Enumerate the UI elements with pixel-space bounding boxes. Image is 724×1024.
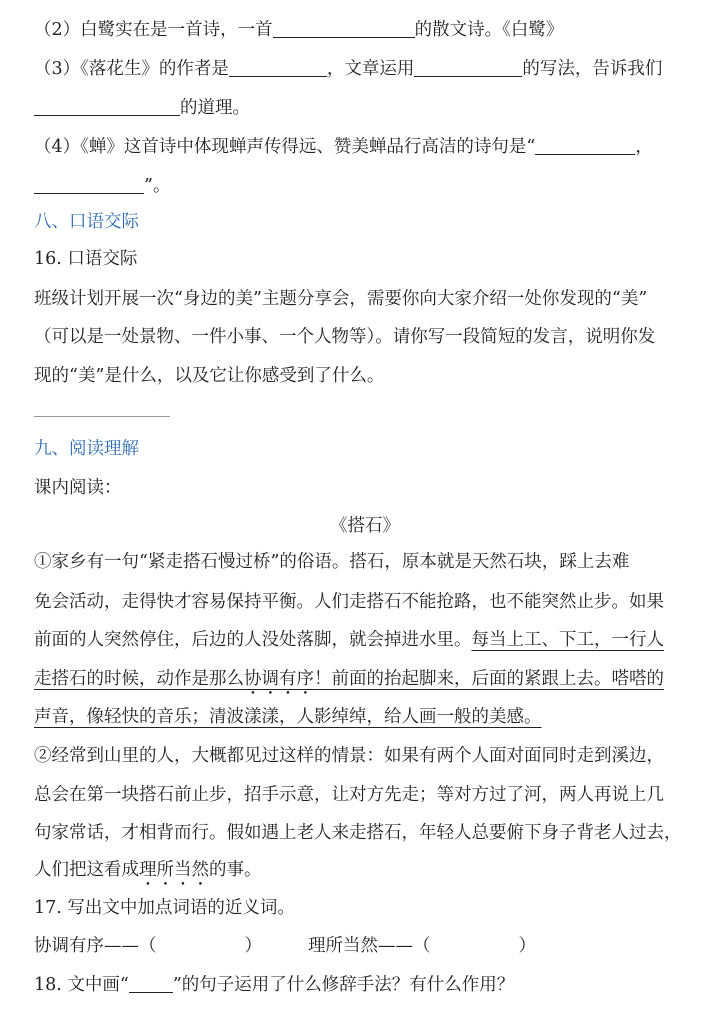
- q18-prefix: 18. 文中画“: [34, 975, 129, 995]
- passage-text: 人们把这看成: [34, 860, 139, 880]
- underlined-sentence: 走搭石的时候，动作是那么: [34, 669, 244, 689]
- underline-sample: [129, 974, 173, 993]
- passage-line: ①家乡有一句“紧走搭石慢过桥”的俗语。搭石，原本就是天然石块，踩上去难: [34, 552, 630, 572]
- answer-blank[interactable]: [34, 175, 144, 194]
- q17-title: 17. 写出文中加点词语的近义词。: [34, 898, 295, 918]
- passage-line: [34, 628, 696, 652]
- q15-item3-prefix: （3）《落花生》的作者是: [34, 59, 229, 79]
- passage-line: ②经常到山里的人，大概都见过这样的情景：如果有两个人面对面同时走到溪边，: [34, 746, 664, 766]
- section9-title: 九、阅读理解: [34, 439, 139, 459]
- q15-item3: [34, 57, 696, 81]
- q15-item4-line2-suffix: ”。: [144, 176, 171, 196]
- passage-text: 前面的人突然停住，后边的人没处落脚，就会掉进水里。: [34, 630, 472, 650]
- underlined-sentence: 声音，像轻快的音乐；清波漾漾，人影绰绰，给人画一般的美感。: [34, 707, 542, 727]
- answer-line[interactable]: [34, 416, 170, 417]
- q15-item3-line2: [34, 96, 696, 120]
- passage-line: [34, 667, 696, 699]
- reading-intro: 课内阅读：: [34, 478, 122, 498]
- q18: [34, 973, 696, 997]
- q17-left-label: 协调有序——（: [34, 936, 157, 956]
- passage-line: 句家常话，才相背而行。假如遇上老人来走搭石，年轻人总要俯下身子背老人过去，: [34, 823, 682, 843]
- q16-text-line: （可以是一处景物、一件小事、一个人物等）。请你写一段简短的发言，说明你发: [34, 327, 656, 347]
- q15-item2-suffix: 的散文诗。《白鹭》: [414, 20, 564, 40]
- answer-blank[interactable]: [273, 19, 415, 38]
- q15-item3-mid: ，文章运用: [326, 59, 415, 79]
- q15-item4: [34, 135, 696, 159]
- passage-line: 总会在第一块搭石前止步，招手示意，让对方先走；等对方过了河，两人再说上几: [34, 785, 664, 805]
- answer-blank[interactable]: [229, 58, 327, 77]
- q15-item4-suffix: ，: [635, 137, 653, 157]
- q15-item3-suffix: 的写法，告诉我们: [522, 59, 663, 79]
- underlined-sentence: 每当上工、下工，一行人: [471, 630, 664, 650]
- answer-blank[interactable]: [34, 97, 180, 116]
- q15-item2-prefix: （2）白鹭实在是一首诗，一首: [34, 20, 273, 40]
- underlined-sentence: ！前面的抬起脚来，后面的紧跟上去。嗒嗒的: [314, 669, 664, 689]
- q18-suffix: ”的句子运用了什么修辞手法？有什么作用？: [172, 975, 515, 995]
- passage-title: 《搭石》: [330, 516, 400, 536]
- passage-line: 免会活动，走得快才容易保持平衡。人们走搭石不能抢路，也不能突然止步。如果: [34, 592, 664, 612]
- answer-blank[interactable]: [535, 136, 635, 155]
- q15-item2: [34, 18, 696, 42]
- q16-text-line: 现的“美”是什么，以及它让你感受到了什么。: [34, 366, 385, 386]
- passage-line: [34, 705, 696, 729]
- q15-item4-prefix: （4）《蝉》这首诗中体现蝉声传得远、赞美蝉品行高洁的诗句是“: [34, 137, 536, 157]
- passage-line: [34, 858, 696, 890]
- q16-text-line: 班级计划开展一次“身边的美”主题分享会，需要你向大家介绍一处你发现的“美”: [34, 289, 648, 309]
- q17-answers: [34, 934, 696, 958]
- q16-title: 16. 口语交际: [34, 249, 138, 269]
- dotted-word: 理所当然: [139, 860, 209, 880]
- q17-right-close: ）: [518, 936, 536, 956]
- passage-text: 的事。: [209, 860, 262, 880]
- q17-right-label: 理所当然——（: [308, 936, 431, 956]
- answer-blank[interactable]: [414, 58, 522, 77]
- q15-item4-line2: [34, 174, 696, 198]
- dotted-word: 协调有序: [244, 669, 314, 689]
- q15-item3-line2-suffix: 的道理。: [180, 98, 250, 118]
- q17-left-close: ）: [244, 936, 262, 956]
- section8-title: 八、口语交际: [34, 212, 139, 232]
